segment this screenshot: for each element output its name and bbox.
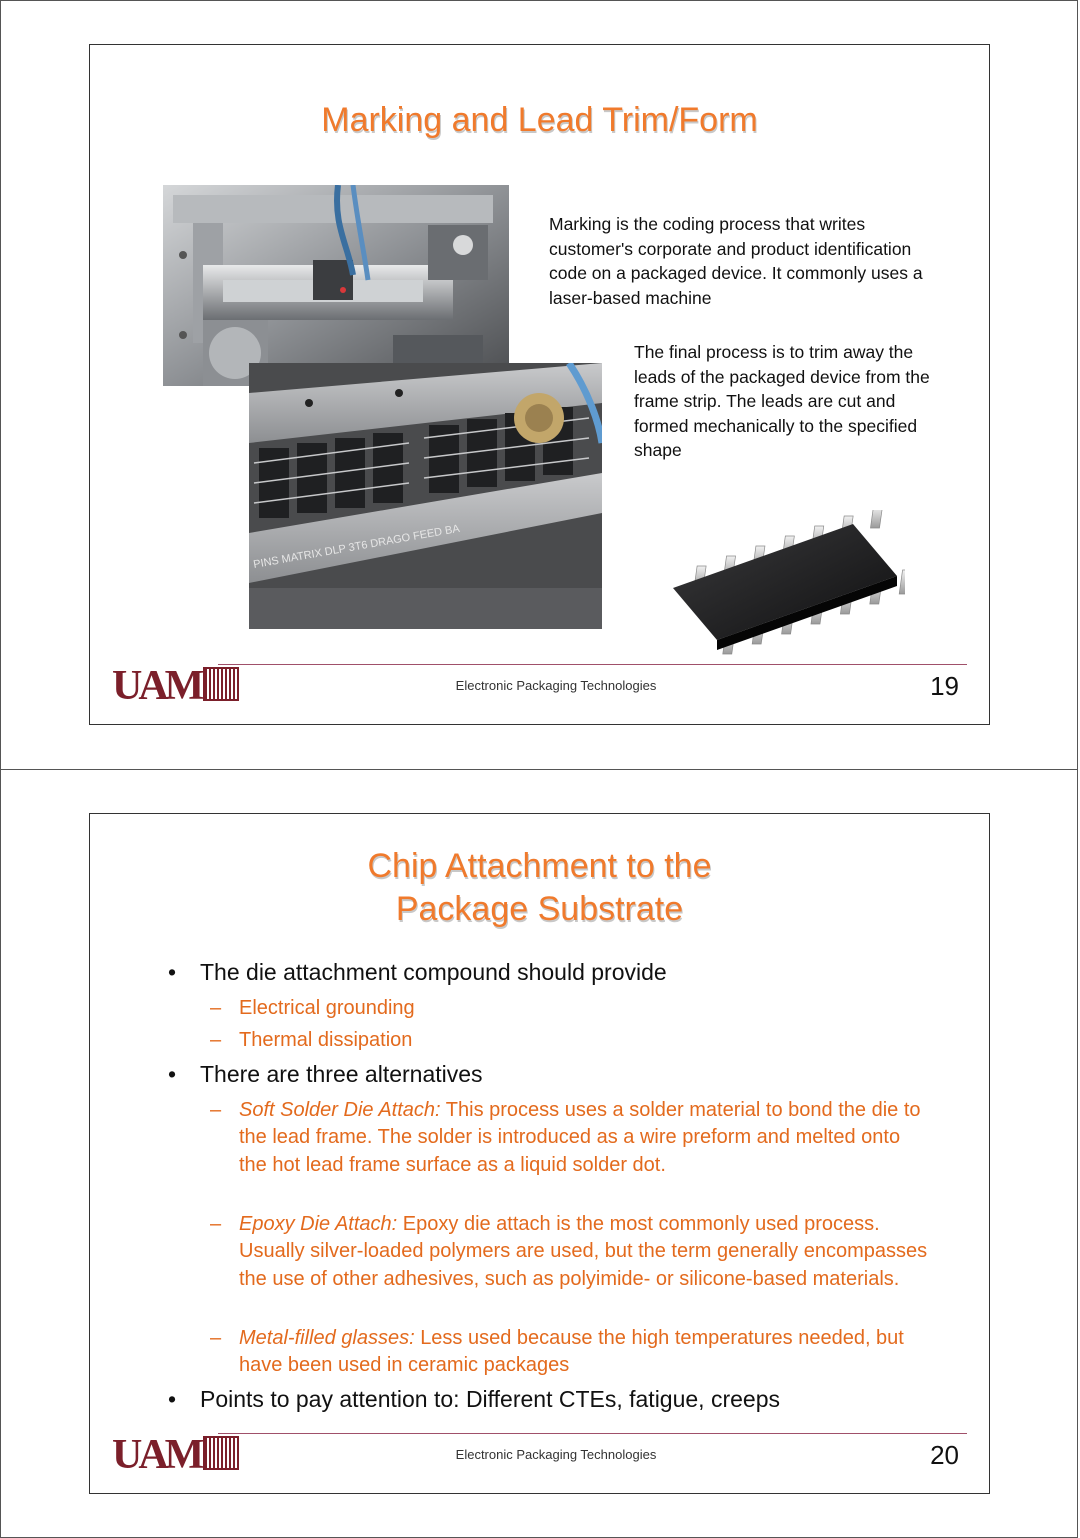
uam-logo-text: UAM <box>112 663 201 709</box>
alternative-text: Epoxy die attach is the most commonly used process. Usually silver-loaded polymers are used, but the term generally encompasses the use of other adhesives, such as polyimide- or silicone-based materials. <box>239 1213 928 1290</box>
bullet-dot: • <box>168 1386 177 1412</box>
dash: – <box>210 997 222 1019</box>
alternative-text: Less used because the high temperatures needed, but have been used in ceramic packages <box>239 1327 904 1377</box>
bullet-text: Points to pay attention to: Different CTEs, fatigue, creeps <box>200 1386 780 1412</box>
uam-logo <box>112 1434 239 1476</box>
dash: – <box>210 1029 222 1051</box>
marking-machine-photo <box>163 185 509 386</box>
slide-19 <box>89 44 990 725</box>
sub-bullet-text: Electrical grounding <box>239 997 415 1019</box>
bullet-text: There are three alternatives <box>200 1061 483 1087</box>
alternative-term: Epoxy Die Attach: <box>239 1213 398 1235</box>
lead-trim-photo <box>249 363 602 629</box>
bullet-text: The die attachment compound should provide <box>200 959 667 985</box>
dash: – <box>210 1099 222 1121</box>
slide-20 <box>89 813 990 1494</box>
alternative-term: Metal-filled glasses: <box>239 1327 415 1349</box>
soic-chip-image <box>665 510 905 655</box>
trim-description: The final process is to trim away the leads of the packaged device from the frame strip. The leads are cut and formed mechanically to the specified shape <box>634 342 930 460</box>
uam-logo-mark <box>203 1436 239 1470</box>
footer-text: Electronic Packaging Technologies <box>455 678 657 693</box>
bullet-dot: • <box>168 1061 177 1087</box>
dash: – <box>210 1213 222 1235</box>
footer-divider <box>218 664 967 665</box>
uam-logo-mark <box>203 667 239 701</box>
sub-bullet-text: Thermal dissipation <box>239 1029 413 1051</box>
bullet-dot: • <box>168 959 177 985</box>
slide-title-line2: Package Substrate <box>395 890 684 928</box>
page-number: 19 <box>930 671 959 701</box>
marking-description: Marking is the coding process that writes customer's corporate and product identification code on a packaged device. It commonly uses a laser-based machine <box>549 214 923 308</box>
slide-title: Marking and Lead Trim/Form <box>321 101 758 139</box>
uam-logo-text: UAM <box>112 1432 201 1478</box>
dash: – <box>210 1327 222 1349</box>
footer-divider <box>218 1433 967 1434</box>
slide-title-line1: Chip Attachment to the <box>367 847 712 885</box>
page-number: 20 <box>930 1440 959 1470</box>
footer-text: Electronic Packaging Technologies <box>455 1447 657 1462</box>
alternative-text: This process uses a solder material to bond the die to the lead frame. The solder is introduced as a wire preform and melted onto the hot lead frame surface as a liquid solder dot. <box>239 1099 921 1176</box>
uam-logo <box>112 665 239 707</box>
alternative-term: Soft Solder Die Attach: <box>239 1099 441 1121</box>
photo-strip-text: PINS MATRIX DLP 3T6 DRAGO FEED BA <box>252 522 461 571</box>
